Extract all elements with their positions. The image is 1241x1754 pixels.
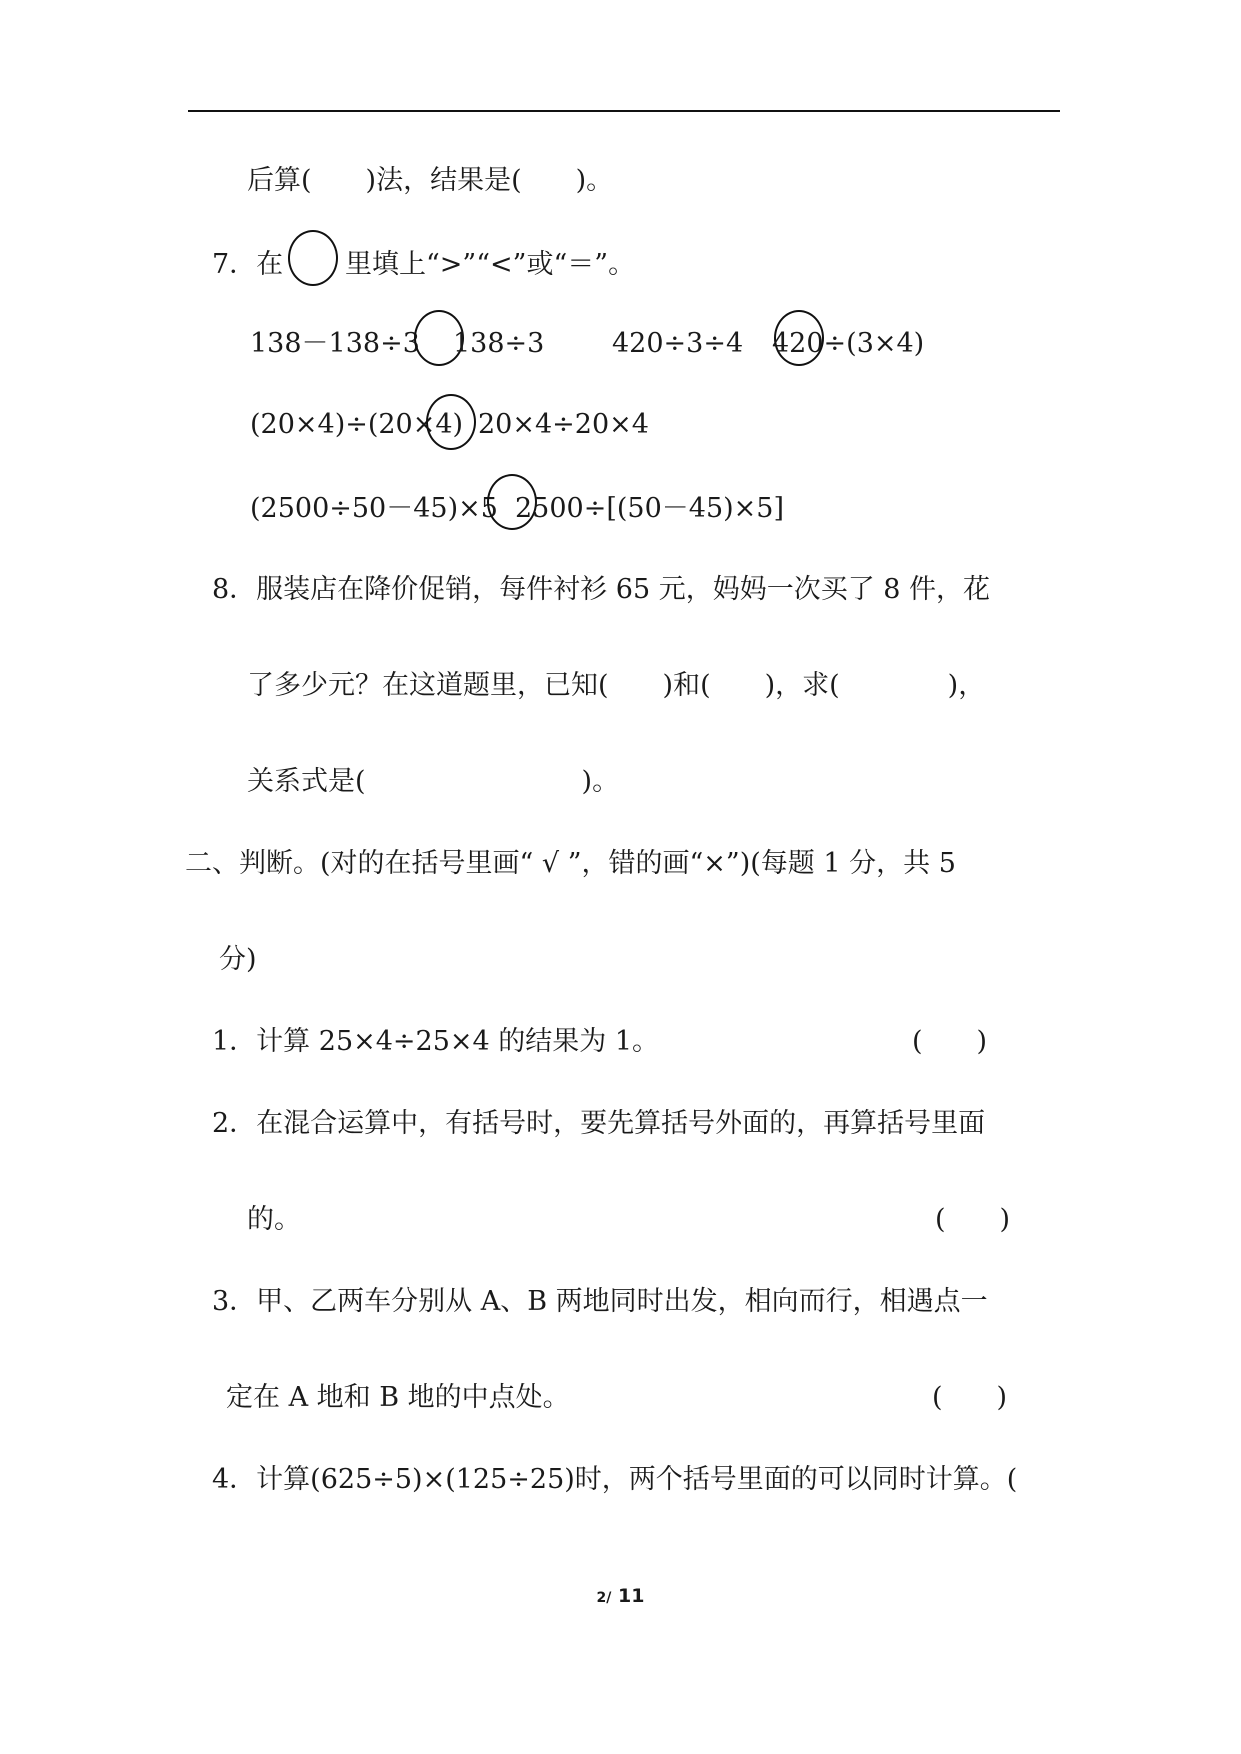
q6-continuation: 后算( )法，结果是( )。 (247, 165, 614, 196)
q7-expr-left: 138－138÷3 (250, 328, 420, 359)
q8-line-3: 关系式是( )。 (247, 766, 620, 797)
section-2-heading-cont: 分) (219, 944, 257, 975)
page-total: 11 (618, 1585, 645, 1607)
q8-line-2: 了多少元？在这道题里，已知( )和( )，求( )， (247, 670, 986, 701)
q7-expr-right: 420÷(3×4) (772, 328, 925, 359)
compare-circle-icon[interactable] (426, 394, 476, 450)
answer-blank[interactable]: ( ) (912, 1026, 988, 1057)
q7-intro-end: 里填上“>”“<”或“＝”。 (345, 249, 636, 280)
q7-expr-right: 2500÷[(50－45)×5] (515, 493, 784, 524)
answer-blank[interactable]: ( ) (935, 1204, 1011, 1235)
q7-expr-right: 20×4÷20×4 (478, 409, 649, 440)
q7-expr-left: 420÷3÷4 (612, 328, 744, 359)
section-2-heading: 二、判断。(对的在括号里画“ √ ”，错的画“×”)(每题 1 分，共 5 (185, 848, 956, 879)
judge-item-2-cont: 的。 (247, 1204, 301, 1235)
judge-item-4: 4．计算(625÷5)×(125÷25)时，两个括号里面的可以同时计算。( (212, 1464, 1018, 1495)
q7-intro-start: 7．在 (212, 249, 284, 280)
q7-expr-right: 138÷3 (453, 328, 545, 359)
q7-expr-left: (2500÷50－45)×5 (250, 493, 498, 524)
answer-blank[interactable]: ( ) (932, 1382, 1008, 1413)
compare-circle-icon[interactable] (288, 230, 338, 286)
judge-item-2: 2．在混合运算中，有括号时，要先算括号外面的，再算括号里面 (212, 1108, 986, 1139)
page-current: 2/ (596, 1590, 612, 1606)
judge-item-3: 3．甲、乙两车分别从 A、B 两地同时出发，相向而行，相遇点一 (212, 1286, 988, 1317)
page-number (0, 1585, 1241, 1607)
q7-expr-left: (20×4)÷(20×4) (250, 409, 464, 440)
header-rule (188, 110, 1060, 112)
judge-item-3-cont: 定在 A 地和 B 地的中点处。 (226, 1382, 570, 1413)
q8-line-1: 8．服装店在降价促销，每件衬衫 65 元，妈妈一次买了 8 件，花 (212, 574, 991, 605)
judge-item-1: 1．计算 25×4÷25×4 的结果为 1。 (212, 1026, 660, 1057)
